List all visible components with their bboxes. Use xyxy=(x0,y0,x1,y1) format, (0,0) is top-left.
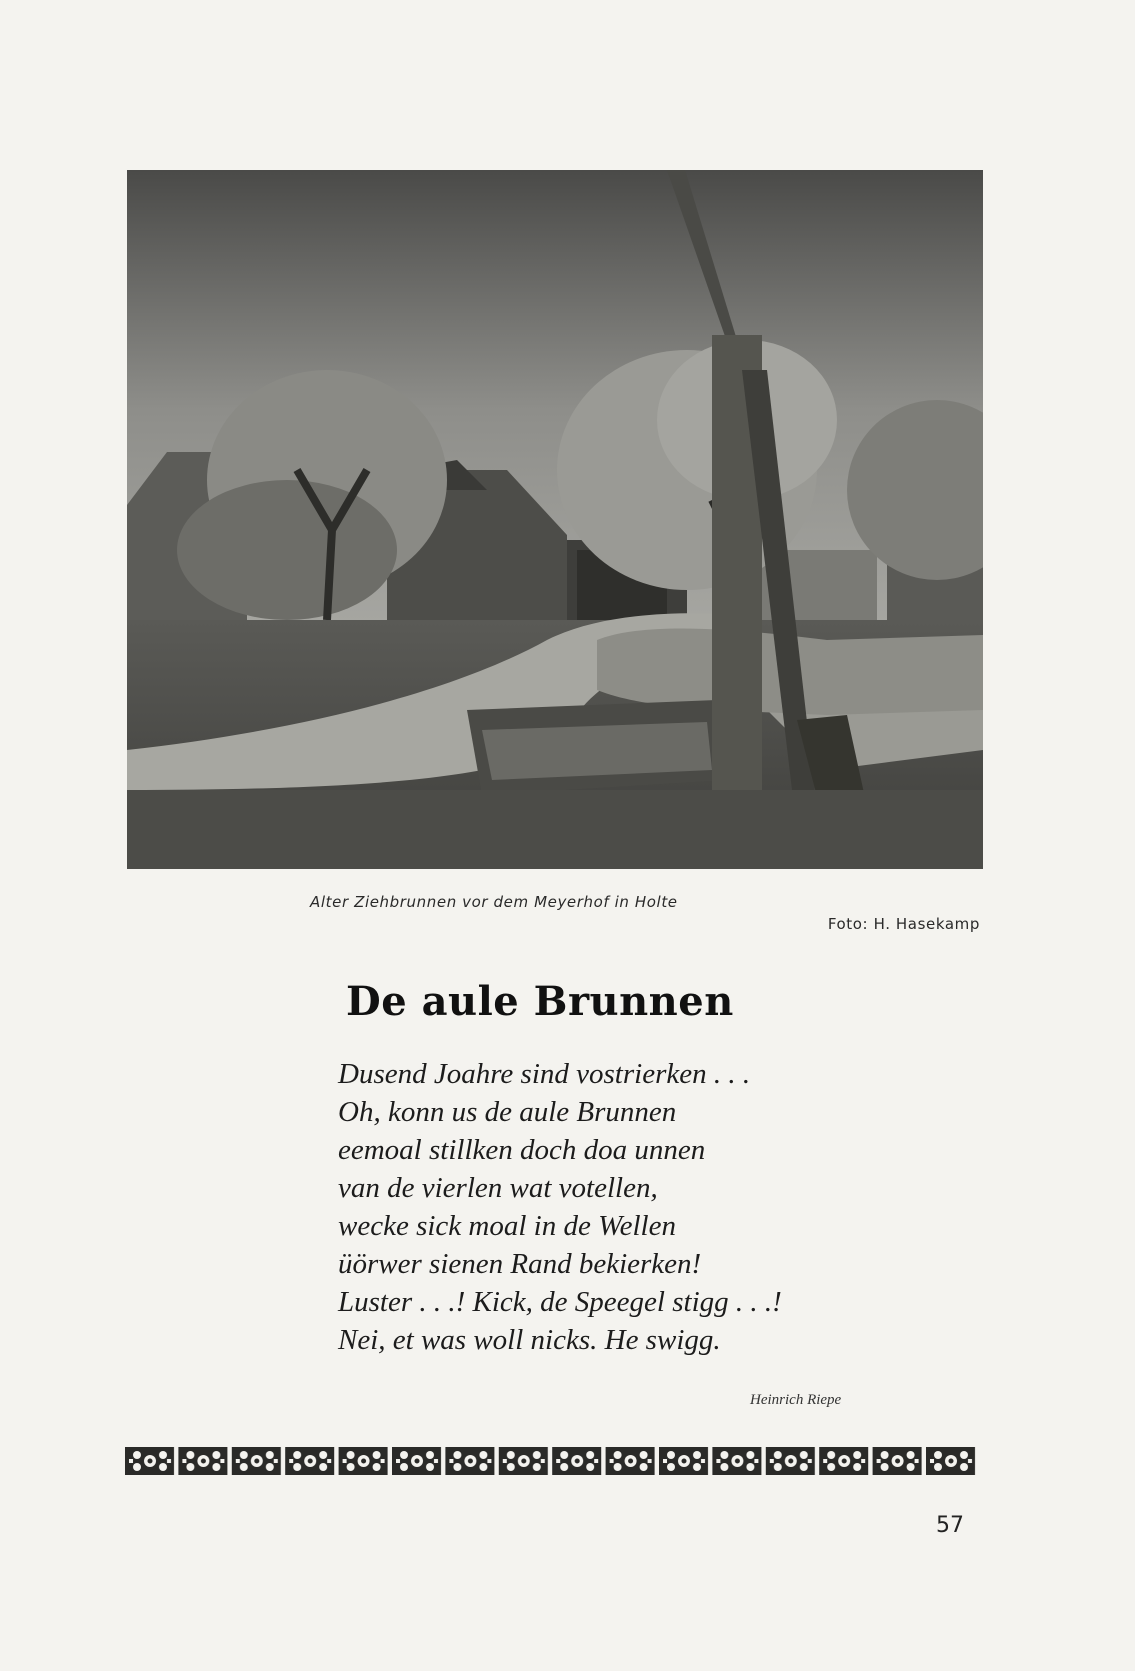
photograph-well xyxy=(127,170,983,869)
poem-line: üörwer sienen Rand bekierken! xyxy=(338,1248,702,1280)
ornament-pattern-icon xyxy=(123,1444,978,1478)
photo-caption: Alter Ziehbrunnen vor dem Meyerhof in Holte xyxy=(310,893,678,911)
decorative-ornament-border xyxy=(123,1444,978,1478)
poem-line: van de vierlen wat votellen, xyxy=(338,1172,658,1204)
poem-line: eemoal stillken doch doa unnen xyxy=(338,1134,706,1166)
page-number: 57 xyxy=(936,1513,964,1538)
poem-body xyxy=(338,1055,782,1359)
poem-line: Nei, et was woll nicks. He swigg. xyxy=(338,1324,721,1356)
photo-illustration xyxy=(127,170,983,869)
photo-credit: Foto: H. Hasekamp xyxy=(827,915,980,933)
poem-line: wecke sick moal in de Wellen xyxy=(338,1210,676,1242)
poem-author: Heinrich Riepe xyxy=(750,1392,842,1408)
poem-line: Dusend Joahre sind vostrierken . . . xyxy=(338,1058,751,1090)
poem-title: De aule Brunnen xyxy=(346,978,734,1025)
poem-line: Oh, konn us de aule Brunnen xyxy=(338,1096,677,1128)
poem-line: Luster . . .! Kick, de Speegel stigg . . .! xyxy=(338,1286,782,1318)
